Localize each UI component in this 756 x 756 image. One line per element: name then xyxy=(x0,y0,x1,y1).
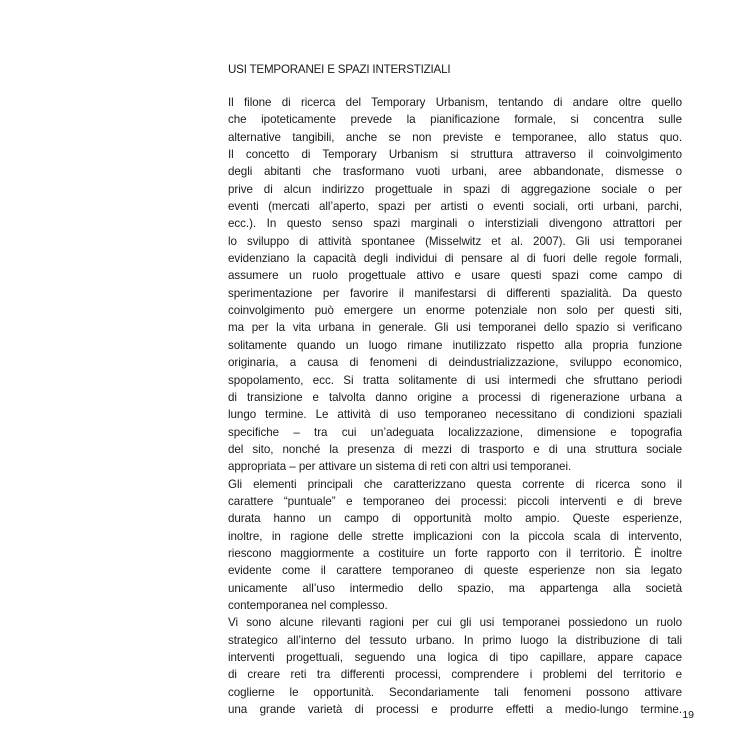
text-line: eventi (mercati all’aperto, spazi per artisti o eventi sociali, orti urbani, parchi, xyxy=(228,200,682,214)
body-text xyxy=(228,94,682,718)
text-line: una grande varietà di processi e produrre effetti a medio-lungo termine. xyxy=(228,703,682,717)
text-line: Il concetto di Temporary Urbanism si struttura attraverso il coinvolgimento xyxy=(228,148,682,162)
text-line: Gli elementi principali che caratterizzano questa corrente di ricerca sono il xyxy=(228,477,682,491)
text-line: assumere un ruolo progettuale attivo e usare questi spazi come campo di xyxy=(228,269,682,283)
text-line: unicamente all’uso intermedio dello spazio, ma appartenga alla società xyxy=(228,581,682,595)
text-line: inoltre, in ragione delle strette implicazioni con la piccola scala di intervento, xyxy=(228,529,682,543)
text-line: originaria, a causa di fenomeni di deindustrializzazione, sviluppo economico, xyxy=(228,356,682,370)
text-line: appropriata – per attivare un sistema di reti con altri usi temporanei. xyxy=(228,460,572,474)
text-line: coinvolgimento può emergere un enorme potenziale non solo per questi siti, xyxy=(228,304,682,318)
text-line: ma per la vita urbana in generale. Gli usi temporanei dello spazio si verificano xyxy=(228,321,682,335)
text-line: di creare reti tra differenti processi, comprendere i problemi del territorio e xyxy=(228,668,682,682)
text-line: alternative tangibili, anche se non previste e temporanee, allo status quo. xyxy=(228,130,682,144)
text-line: contemporanea nel complesso. xyxy=(228,598,388,612)
text-line: interventi progettuali, seguendo una logica di tipo capillare, appare capace xyxy=(228,651,682,664)
text-line: che ipoteticamente prevede la pianificazione formale, si concentra sulle xyxy=(228,113,682,127)
text-line: Vi sono alcune rilevanti ragioni per cui gli usi temporanei possiedono un ruolo xyxy=(228,616,682,630)
text-line: lungo termine. Le attività di uso temporaneo necessitano di condizioni spaziali xyxy=(228,408,682,422)
text-line: sperimentazione per favorire il manifestarsi di differenti spazialità. Da questo xyxy=(228,286,682,300)
text-line: del sito, nonché la presenza di mezzi di trasporto e di una struttura sociale xyxy=(228,442,682,456)
text-line: riescono maggiormente a costituire un forte rapporto con il territorio. È inoltre xyxy=(228,546,682,560)
text-line: prive di alcun indirizzo progettuale in spazi di aggregazione sociale o per xyxy=(228,182,682,196)
text-line: spopolamento, ecc. Si tratta solitamente di usi intermedi che sfruttano periodi xyxy=(228,373,682,387)
text-line: solitamente quando un luogo rimane inutilizzato rispetto alla propria funzione xyxy=(228,338,682,352)
text-line: strategico all’interno del tessuto urbano. In primo luogo la distribuzione di tali xyxy=(228,633,682,647)
text-line: Il filone di ricerca del Temporary Urbanism, tentando di andare oltre quello xyxy=(228,96,682,109)
section-heading: USI TEMPORANEI E SPAZI INTERSTIZIALI xyxy=(228,63,451,76)
text-line: specifiche – tra cui un’adeguata localizzazione, dimensione e topografia xyxy=(228,425,682,439)
text-line: durata hanno un campo di opportunità molto ampio. Queste esperienze, xyxy=(228,512,682,526)
text-line: ecc.). In questo senso spazi marginali o interstiziali divengono attrattori per xyxy=(228,217,682,231)
text-line: degli abitanti che trasformano vuoti urbani, aree abbandonate, dismesse o xyxy=(228,165,682,179)
text-line: coglierne le opportunità. Secondariamente tali fenomeni possono attivare xyxy=(228,685,682,699)
text-line: evidenziano la capacità degli individui di pensare al di fuori delle regole formali, xyxy=(228,252,682,266)
text-line: carattere “puntuale” e temporaneo dei processi: piccoli interventi e di breve xyxy=(228,494,682,508)
text-line: lo sviluppo di attività spontanee (Misselwitz et al. 2007). Gli usi temporanei xyxy=(228,234,682,248)
page-number: 19 xyxy=(682,709,694,721)
text-line: evidente come il carattere temporaneo di queste esperienze non sia legato xyxy=(228,564,682,578)
text-line: di transizione e talvolta danno origine a processi di rigenerazione urbana a xyxy=(228,390,682,404)
